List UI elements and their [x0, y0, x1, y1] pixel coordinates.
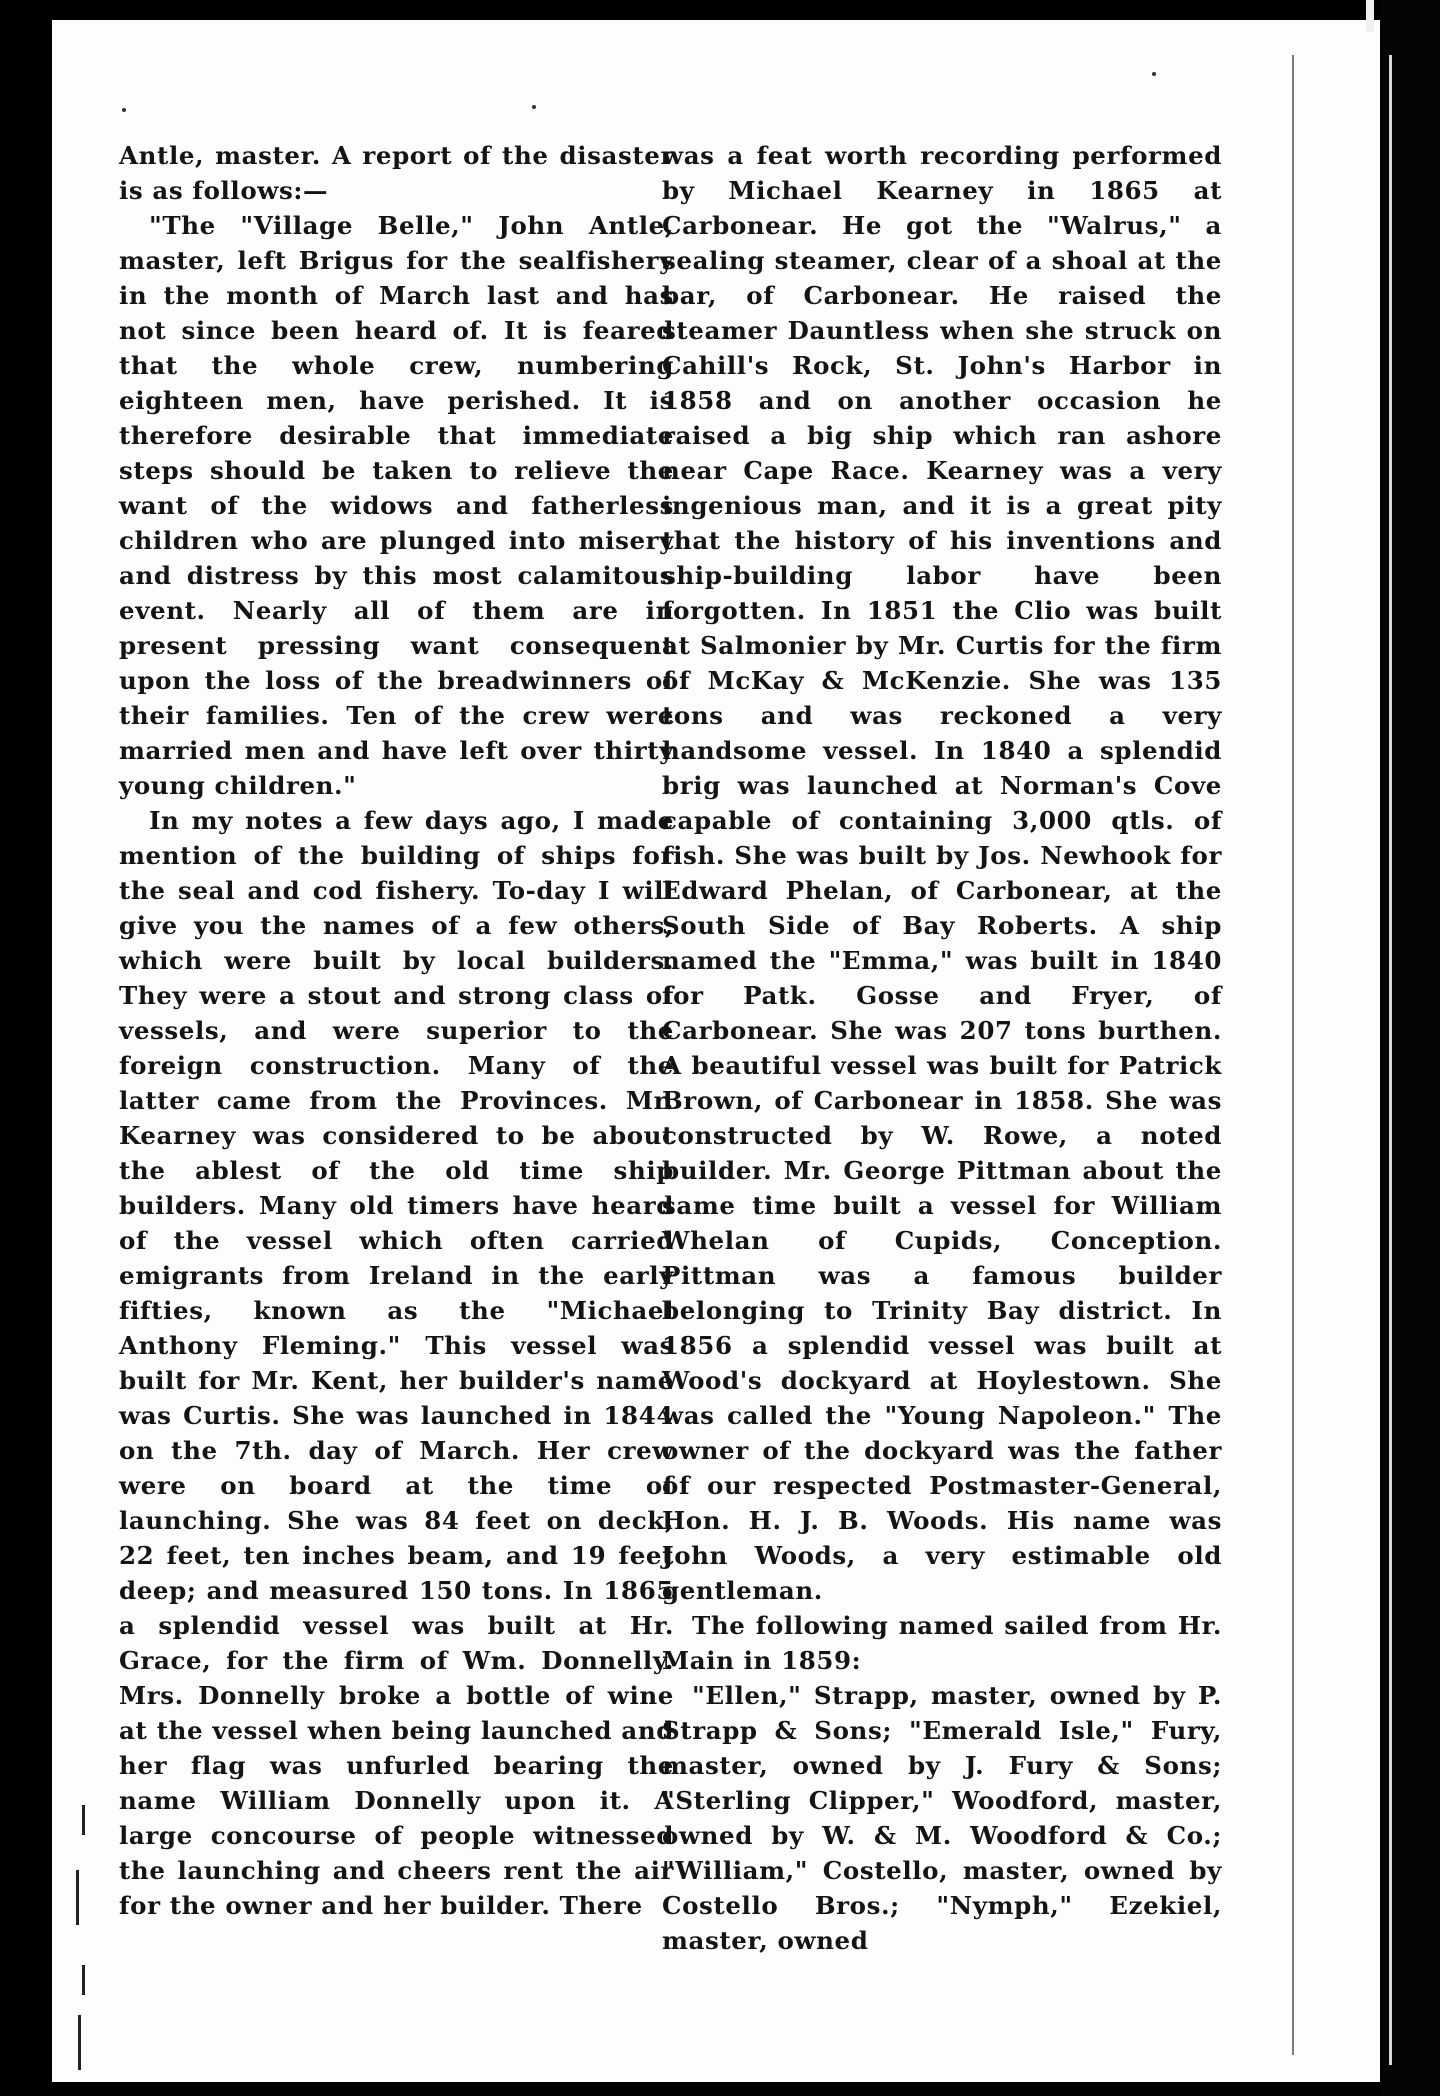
scan-artifact-mark — [78, 2015, 81, 2070]
scan-border-line — [1389, 55, 1392, 2065]
scan-speck — [122, 108, 126, 112]
paragraph: "The "Village Belle," John Antle, master, left Brigus for the sealfishery in the month of March last and has not since been heard of. It is feared that the whole crew, numbering eighteen men, have perished. It is therefore desirable that immediate steps should be taken to relieve the want of the widows and fatherless children who are plunged into misery and distress by this most calamitous event. Nearly all of them are in present pressing want consequent upon the loss of the breadwinners of their families. Ten of the crew were married men and have left over thirty young children." — [119, 211, 674, 800]
paragraph: The following named sailed from Hr. Main in 1859: — [662, 1611, 1222, 1675]
scan-artifact-mark — [82, 1965, 85, 1995]
paragraph: was a feat worth recording performed by Michael Kearney in 1865 at Carbonear. He got the "Walrus," a sealing steamer, clear of a shoal at the bar, of Carbonear. He raised the steamer Dauntless when she struck on Cahill's Rock, St. John's Harbor in 1858 and on another occasion he raised a big ship which ran ashore near Cape Race. Kearney was a very ingenious man, and it is a great pity that the history of his inventions and ship-building labor have been forgotten. In 1851 the Clio was built at Salmonier by Mr. Curtis for the firm of McKay & McKenzie. She was 135 tons and was reckoned a very handsome vessel. In 1840 a splendid brig was launched at Norman's Cove capable of containing 3,000 qtls. of fish. She was built by Jos. Newhook for Edward Phelan, of Carbonear, at the South Side of Bay Roberts. A ship named the "Emma," was built in 1840 for Patk. Gosse and Fryer, of Carbonear. She was 207 tons burthen. A beautiful vessel was built for Patrick Brown, of Carbonear in 1858. She was constructed by W. Rowe, a noted builder. Mr. George Pittman about the same time built a vessel for William Whelan of Cupids, Conception. Pittman was a famous builder belonging to Trinity Bay district. In 1856 a splendid vessel was built at Wood's dockyard at Hoylestown. She was called the "Young Napoleon." The owner of the dockyard was the father of our respected Postmaster-General, Hon. H. J. B. Woods. His name was John Woods, a very estimable old gentleman. — [662, 141, 1222, 1605]
scan-artifact-mark — [76, 1870, 79, 1925]
scan-speck — [1152, 72, 1156, 76]
scanned-page — [52, 20, 1382, 2082]
right-text-column — [662, 138, 1222, 1958]
paragraph: "Ellen," Strapp, master, owned by P. Strapp & Sons; "Emerald Isle," Fury, master, owned by J. Fury & Sons; "Sterling Clipper," Woodford, master, owned by W. & M. Woodford & Co.; "William," Costello, master, owned by Costello Bros.; "Nymph," Ezekiel, master, owned — [662, 1681, 1222, 1955]
scan-artifact-mark — [82, 1805, 85, 1835]
page-edge-rule — [1292, 55, 1294, 2055]
scan-border-tick — [1366, 0, 1374, 32]
paragraph: In my notes a few days ago, I made mention of the building of ships for the seal and cod fishery. To-day I will give you the names of a few others, which were built by local builders. They were a stout and strong class of vessels, and were superior to the foreign construction. Many of the latter came from the Provinces. Mr. Kearney was considered to be about the ablest of the old time ship builders. Many old timers have heard of the vessel which often carried emigrants from Ireland in the early fifties, known as the "Michael Anthony Fleming." This vessel was built for Mr. Kent, her builder's name was Curtis. She was launched in 1844 on the 7th. day of March. Her crew were on board at the time of launching. She was 84 feet on deck, 22 feet, ten inches beam, and 19 feet deep; and measured 150 tons. In 1865 a splendid vessel was built at Hr. Grace, for the firm of Wm. Donnelly. Mrs. Donnelly broke a bottle of wine at the vessel when being launched and her flag was unfurled bearing the name William Donnelly upon it. A large concourse of people witnessed the launching and cheers rent the air for the owner and her builder. There — [119, 806, 674, 1920]
left-text-column — [119, 138, 674, 1923]
scan-speck — [532, 105, 536, 109]
paragraph: Antle, master. A report of the disaster is as follows:— — [119, 141, 674, 205]
